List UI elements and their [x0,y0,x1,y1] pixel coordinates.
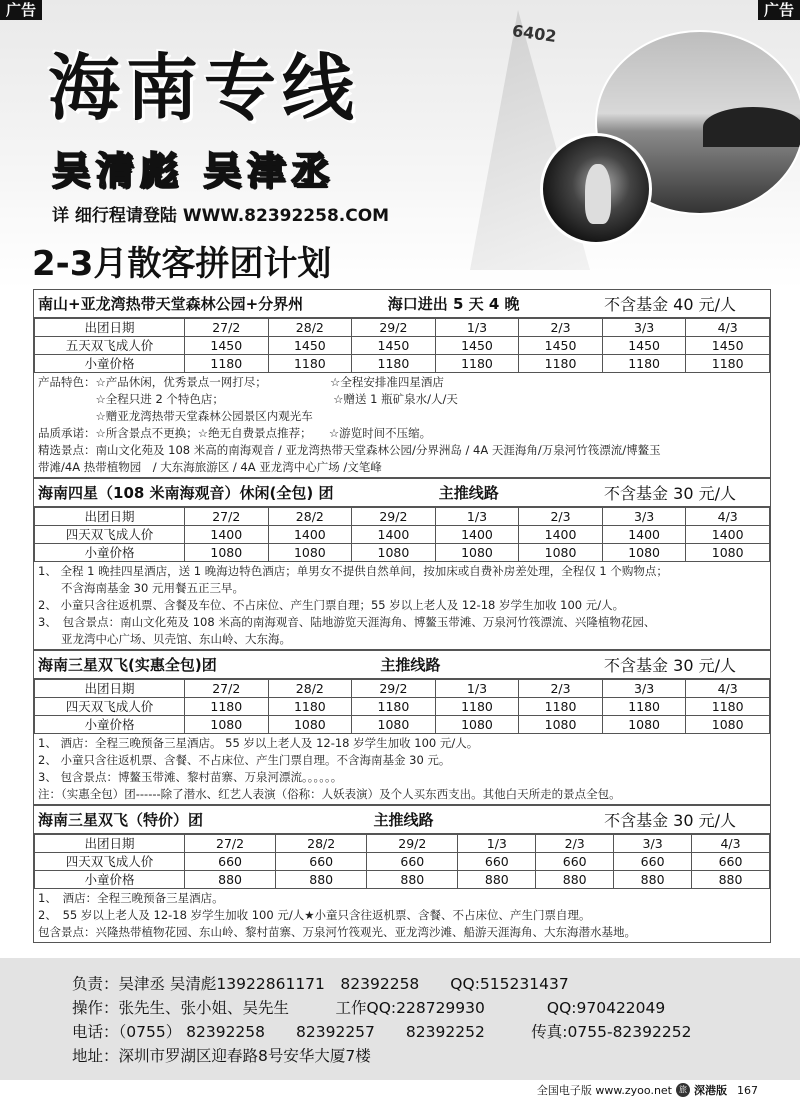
section-notes [34,562,770,649]
hero-banner [0,0,800,290]
price-cell: 1400 [602,526,686,544]
price-cell: 660 [536,853,614,871]
footer-edition: 深港版 [694,1084,727,1097]
price-cell: 1080 [686,544,770,562]
table-row [35,716,770,734]
row-label: 四天双飞成人价 [35,698,185,716]
contact-phone: 电话：（0755） 82392258 82392257 82392252 传真:0755-82392252 [72,1023,692,1041]
note-line: 2、 55 岁以上老人及 12-18 岁学生加收 100 元/人★小童只含往返机票、含餐、不占床位、产生门票自理。 [38,908,591,922]
price-cell: 1180 [435,698,519,716]
date-cell: 27/2 [185,508,269,526]
price-cell: 1080 [268,716,352,734]
row-label: 小童价格 [35,544,185,562]
note-line: 产品特色：☆产品休闲，优秀景点一网打尽； ☆全程安排准四星酒店 [38,375,444,389]
price-table [34,834,770,889]
logo-icon: 旅 [676,1083,690,1097]
date-cell: 4/3 [686,508,770,526]
price-cell: 660 [692,853,770,871]
contact-operations: 操作：张先生、张小姐、吴先生 工作QQ:228729930 QQ:970422049 [72,999,666,1017]
note-line: 不含海南基金 30 元用餐五正三早。 [38,581,244,595]
section-title: 海南三星双飞(实惠全包)团 [38,656,217,674]
tour-section [33,289,771,478]
price-cell: 1080 [435,716,519,734]
sail-number: 6402 [510,20,558,47]
date-cell: 2/3 [536,835,614,853]
date-cell: 27/2 [185,680,269,698]
tour-section [33,650,771,805]
table-row [35,355,770,373]
section-header [34,290,770,318]
price-cell: 1080 [352,716,436,734]
table-row [35,680,770,698]
section-fee-note: 不含基金 40 元/人 [604,295,736,314]
price-cell: 1450 [686,337,770,355]
date-label: 出团日期 [35,835,185,853]
date-cell: 2/3 [519,680,603,698]
row-label: 小童价格 [35,871,185,889]
tour-section [33,478,771,650]
table-row [35,544,770,562]
row-label: 五天双飞成人价 [35,337,185,355]
plan-title: 2-3月散客拼团计划 [32,244,332,284]
date-cell: 27/2 [185,835,276,853]
table-row [35,508,770,526]
date-label: 出团日期 [35,680,185,698]
note-line: 2、 小童只含往返机票、含餐及车位、不占床位、产生门票自理；55 岁以上老人及 12-18 岁学生加收 100 元/人。 [38,598,625,612]
note-line: 注：（实惠全包）团------除了潜水、红艺人表演（俗称：人妖表演）及个人买东西支出。其他白天所走的景点全包。 [38,787,621,801]
price-cell: 880 [614,871,692,889]
page-number: 167 [737,1083,758,1097]
price-cell: 1080 [435,544,519,562]
price-cell: 880 [536,871,614,889]
contact-address: 地址：深圳市罗湖区迎春路8号安华大厦7楼 [72,1047,371,1065]
note-line: 带滩/4A 热带植物园 / 大东海旅游区 / 4A 亚龙湾中心广场 /文笔峰 [38,460,382,474]
date-cell: 28/2 [268,680,352,698]
price-cell: 1180 [686,698,770,716]
price-cell: 1180 [352,355,436,373]
price-cell: 1180 [435,355,519,373]
row-label: 四天双飞成人价 [35,526,185,544]
row-label: 四天双飞成人价 [35,853,185,871]
section-fee-note: 不含基金 30 元/人 [604,484,736,503]
note-line: 包含景点：兴隆热带植物花园、东山岭、黎村苗寨、万泉河竹筏观光、亚龙湾沙滩、船游天涯海角、大东海潜水基地。 [38,925,636,939]
contact-panel [0,958,800,1080]
price-cell: 880 [692,871,770,889]
price-cell: 1180 [268,698,352,716]
section-route: 主推线路 [373,811,434,829]
price-table [34,679,770,734]
section-fee-note: 不含基金 30 元/人 [604,811,736,830]
price-cell: 1080 [602,716,686,734]
price-cell: 1180 [519,698,603,716]
date-cell: 29/2 [352,319,436,337]
section-route: 主推线路 [438,484,499,502]
price-cell: 1080 [519,716,603,734]
ad-label-left: 广告 [0,0,42,20]
price-cell: 1450 [268,337,352,355]
section-route: 主推线路 [380,656,441,674]
date-cell: 1/3 [435,680,519,698]
price-cell: 660 [614,853,692,871]
note-line: 精选景点：南山文化苑及 108 米高的南海观音 / 亚龙湾热带天堂森林公园/分界洲岛 / 4A 天涯海角/万泉河竹筏漂流/博鳌玉 [38,443,661,457]
price-cell: 1180 [268,355,352,373]
date-cell: 1/3 [435,319,519,337]
price-cell: 1400 [435,526,519,544]
table-row [35,698,770,716]
date-label: 出团日期 [35,319,185,337]
section-notes [34,889,770,942]
tour-section [33,805,771,943]
note-line: 1、 酒店：全程三晚预备三星酒店。 [38,891,224,905]
price-cell: 880 [367,871,458,889]
price-cell: 880 [185,871,276,889]
price-cell: 1080 [185,716,269,734]
price-cell: 1180 [185,698,269,716]
price-cell: 1450 [352,337,436,355]
price-cell: 660 [185,853,276,871]
table-row [35,337,770,355]
price-cell: 1450 [519,337,603,355]
date-cell: 1/3 [435,508,519,526]
date-cell: 29/2 [367,835,458,853]
website-line: 详 细行程请登陆 WWW.82392258.COM [52,206,390,226]
row-label: 小童价格 [35,716,185,734]
price-cell: 1400 [268,526,352,544]
price-cell: 880 [458,871,536,889]
price-cell: 1080 [268,544,352,562]
price-cell: 1450 [602,337,686,355]
section-fee-note: 不含基金 30 元/人 [604,656,736,675]
note-line: 1、 全程 1 晚挂四星酒店，送 1 晚海边特色酒店；单男女不提供自然单间，按加床或自费补房差处理，全程仅 1 个购物点； [38,564,668,578]
section-notes [34,734,770,804]
price-cell: 1180 [185,355,269,373]
table-row [35,319,770,337]
footer-site: 全国电子版 www.zyoo.net [536,1084,672,1097]
price-cell: 1180 [686,355,770,373]
performer-photo [540,133,652,245]
contact-names: 吴清彪 吴津丞 [52,149,336,193]
page-title: 海南专线 [48,45,361,130]
contact-responsible: 负责：吴津丞 吴清彪13922861171 82392258 QQ:515231437 [72,975,569,993]
row-label: 小童价格 [35,355,185,373]
note-line: 3、 包含景点：博鳌玉带滩、黎村苗寨、万泉河漂流。。。。。。 [38,770,343,784]
price-cell: 660 [367,853,458,871]
price-cell: 1400 [519,526,603,544]
price-cell: 1180 [352,698,436,716]
date-cell: 3/3 [614,835,692,853]
price-cell: 880 [276,871,367,889]
note-line: 品质承诺：☆所含景点不更换；☆绝无自费景点推荐； ☆游览时间不压缩。 [38,426,432,440]
date-cell: 4/3 [686,319,770,337]
date-cell: 2/3 [519,508,603,526]
date-cell: 29/2 [352,680,436,698]
table-row [35,853,770,871]
note-line: 1、 酒店：全程三晚预备三星酒店。 55 岁以上老人及 12-18 岁学生加收 100 元/人。 [38,736,479,750]
price-cell: 1400 [185,526,269,544]
section-notes [34,373,770,477]
date-cell: 28/2 [268,508,352,526]
section-title: 海南三星双飞（特价）团 [38,811,204,829]
price-cell: 1080 [602,544,686,562]
date-cell: 1/3 [458,835,536,853]
price-cell: 1180 [602,355,686,373]
date-cell: 3/3 [602,508,686,526]
price-cell: 1080 [185,544,269,562]
price-cell: 1080 [519,544,603,562]
note-line: ☆全程只进 2 个特色店； ☆赠送 1 瓶矿泉水/人/天 [38,392,458,406]
section-header [34,479,770,507]
price-table [34,318,770,373]
price-cell: 1080 [352,544,436,562]
note-line: 亚龙湾中心广场、贝壳馆、东山岭、大东海。 [38,632,291,646]
date-cell: 3/3 [602,319,686,337]
price-cell: 1400 [686,526,770,544]
date-cell: 3/3 [602,680,686,698]
date-cell: 2/3 [519,319,603,337]
note-line: 2、 小童只含往返机票、含餐、不占床位、产生门票自理。不含海南基金 30 元。 [38,753,451,767]
page-footer [537,1082,758,1098]
price-cell: 1400 [352,526,436,544]
section-title: 海南四星（108 米南海观音）休闲(全包) 团 [38,484,334,502]
date-cell: 4/3 [692,835,770,853]
note-line: 3、 包含景点：南山文化苑及 108 米高的南海观音、陆地游览天涯海角、博鳌玉带滩、万泉河竹筏漂流、兴隆植物花园、 [38,615,656,629]
ad-label-right: 广告 [758,0,800,20]
note-line: ☆赠亚龙湾热带天堂森林公园景区内观光车 [38,409,313,423]
table-row [35,835,770,853]
price-cell: 1450 [435,337,519,355]
price-cell: 1180 [602,698,686,716]
section-title: 南山+亚龙湾热带天堂森林公园+分界州 [38,295,304,313]
date-label: 出团日期 [35,508,185,526]
price-cell: 1450 [185,337,269,355]
date-cell: 28/2 [268,319,352,337]
price-cell: 1180 [519,355,603,373]
date-cell: 4/3 [686,680,770,698]
date-cell: 28/2 [276,835,367,853]
section-route: 海口进出 5 天 4 晚 [387,295,520,313]
date-cell: 27/2 [185,319,269,337]
table-row [35,526,770,544]
price-table [34,507,770,562]
price-cell: 1080 [686,716,770,734]
date-cell: 29/2 [352,508,436,526]
price-cell: 660 [276,853,367,871]
section-header [34,651,770,679]
table-row [35,871,770,889]
section-header [34,806,770,834]
tour-sections [33,289,771,943]
price-cell: 660 [458,853,536,871]
